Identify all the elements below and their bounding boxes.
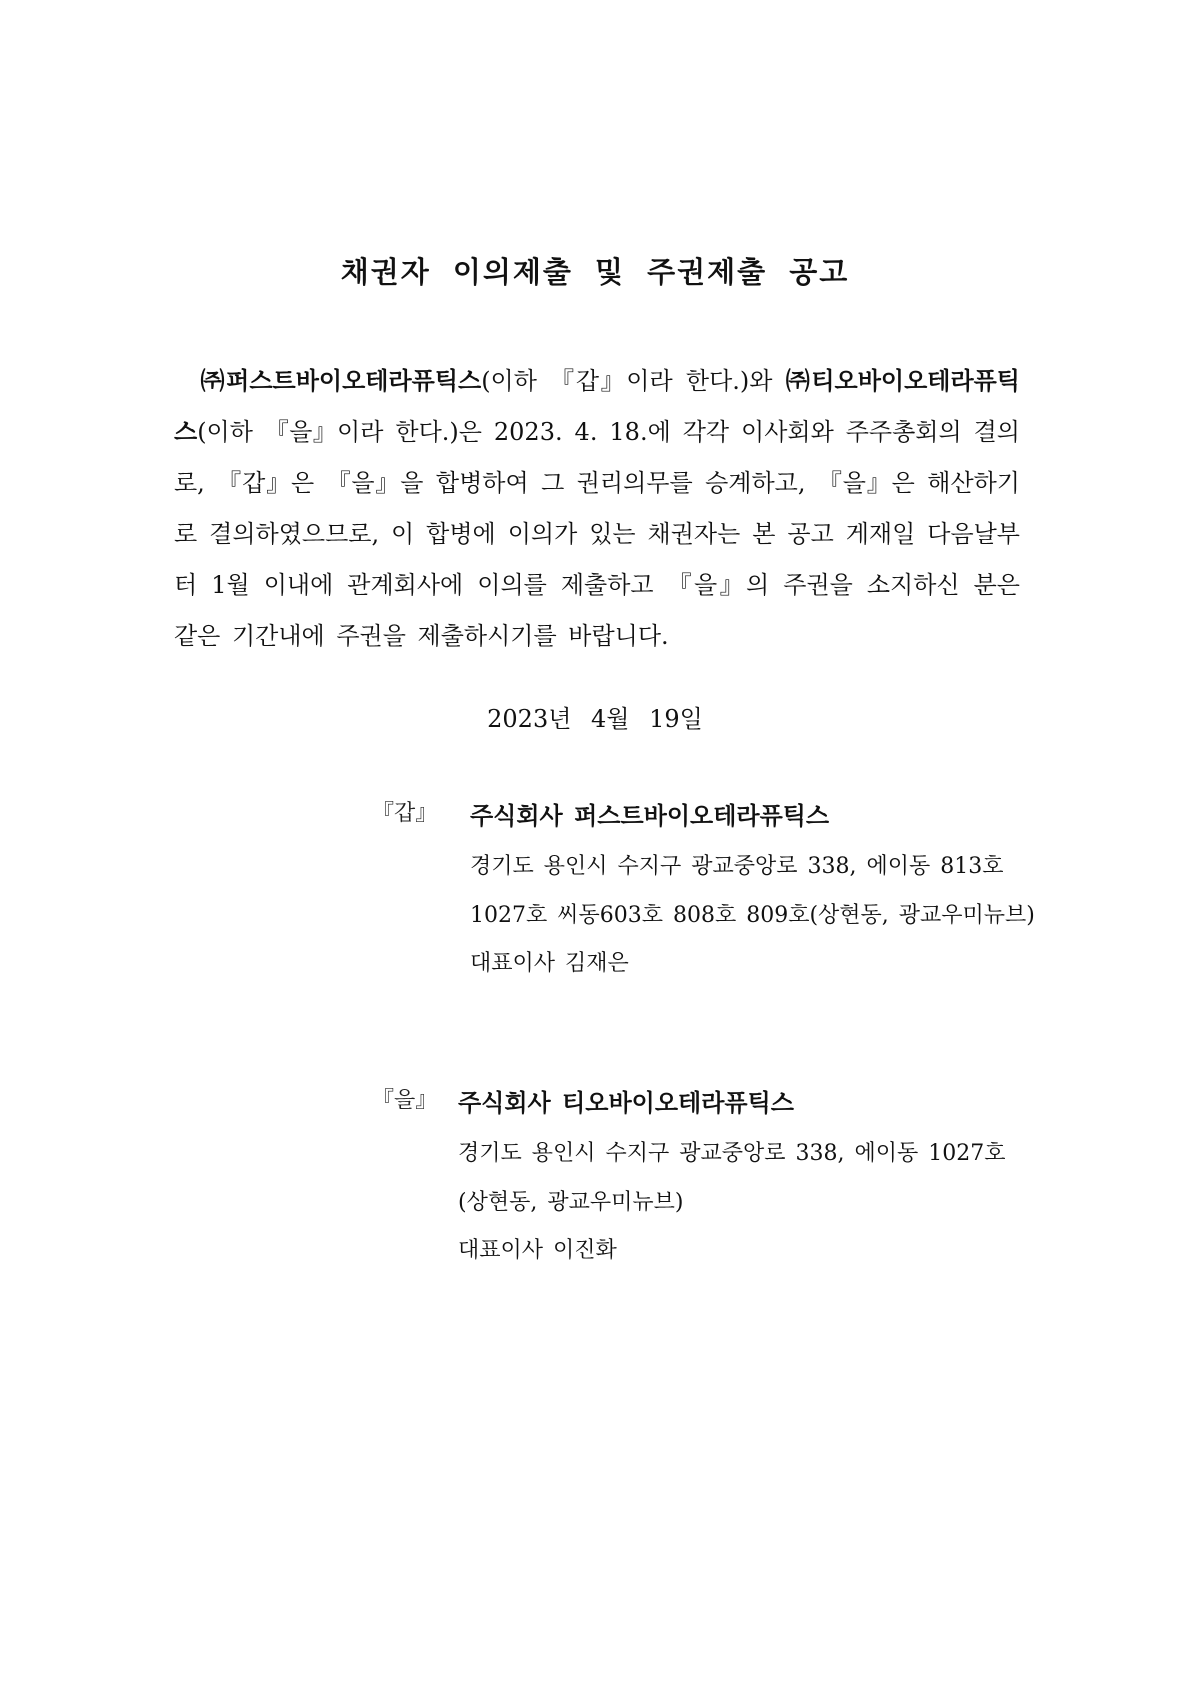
body-part-2: (이하 『을』이라 한다.)은 2023. 4. 18.에 각각 이사회와 주주총회의 결의로, 『갑』은 『을』을 합병하여 그 권리의무를 승계하고, 『을』은 해산하기로 결의하였으므로, 이 합병에 이의가 있는 채권자는 본 공고 게재일 다음날부터 1월 이내에 관계회사에 이의를 제출하고 『을』의 주권을 소지하신 분은 같은 기간내에 주권을 제출하시기를 바랍니다.: [174, 418, 1020, 650]
party-a-address-line2: 1027호 씨동603호 808호 809호(상현동, 광교우미뉴브): [470, 903, 1035, 928]
party-a-block: [372, 796, 1035, 976]
party-b-address-line1: 경기도 용인시 수지구 광교중앙로 338, 에이동 1027호: [458, 1141, 1006, 1166]
party-a-name: 주식회사 퍼스트바이오테라퓨틱스: [470, 802, 830, 830]
notice-body: [174, 356, 1020, 662]
notice-date: 2023년 4월 19일: [487, 705, 703, 733]
party-b-mark: 『을』: [372, 1088, 438, 1113]
party-b-address-line2: (상현동, 광교우미뉴브): [458, 1190, 684, 1215]
party-b-block: [372, 1083, 1012, 1263]
party-a-mark: 『갑』: [372, 801, 438, 826]
party-b-representative: 대표이사 이진화: [458, 1238, 617, 1263]
company-b-short-name: ㈜티오바이오테라퓨틱스: [174, 367, 1020, 446]
party-a-representative: 대표이사 김재은: [470, 951, 629, 976]
party-b-name: 주식회사 티오바이오테라퓨틱스: [458, 1089, 794, 1117]
company-a-short-name: ㈜퍼스트바이오테라퓨틱스: [200, 367, 482, 395]
body-part-1: (이하 『갑』이라 한다.)와: [481, 367, 786, 395]
party-a-address-line1: 경기도 용인시 수지구 광교중앙로 338, 에이동 813호: [470, 854, 1004, 879]
document-title: 채권자 이의제출 및 주권제출 공고: [340, 255, 850, 289]
